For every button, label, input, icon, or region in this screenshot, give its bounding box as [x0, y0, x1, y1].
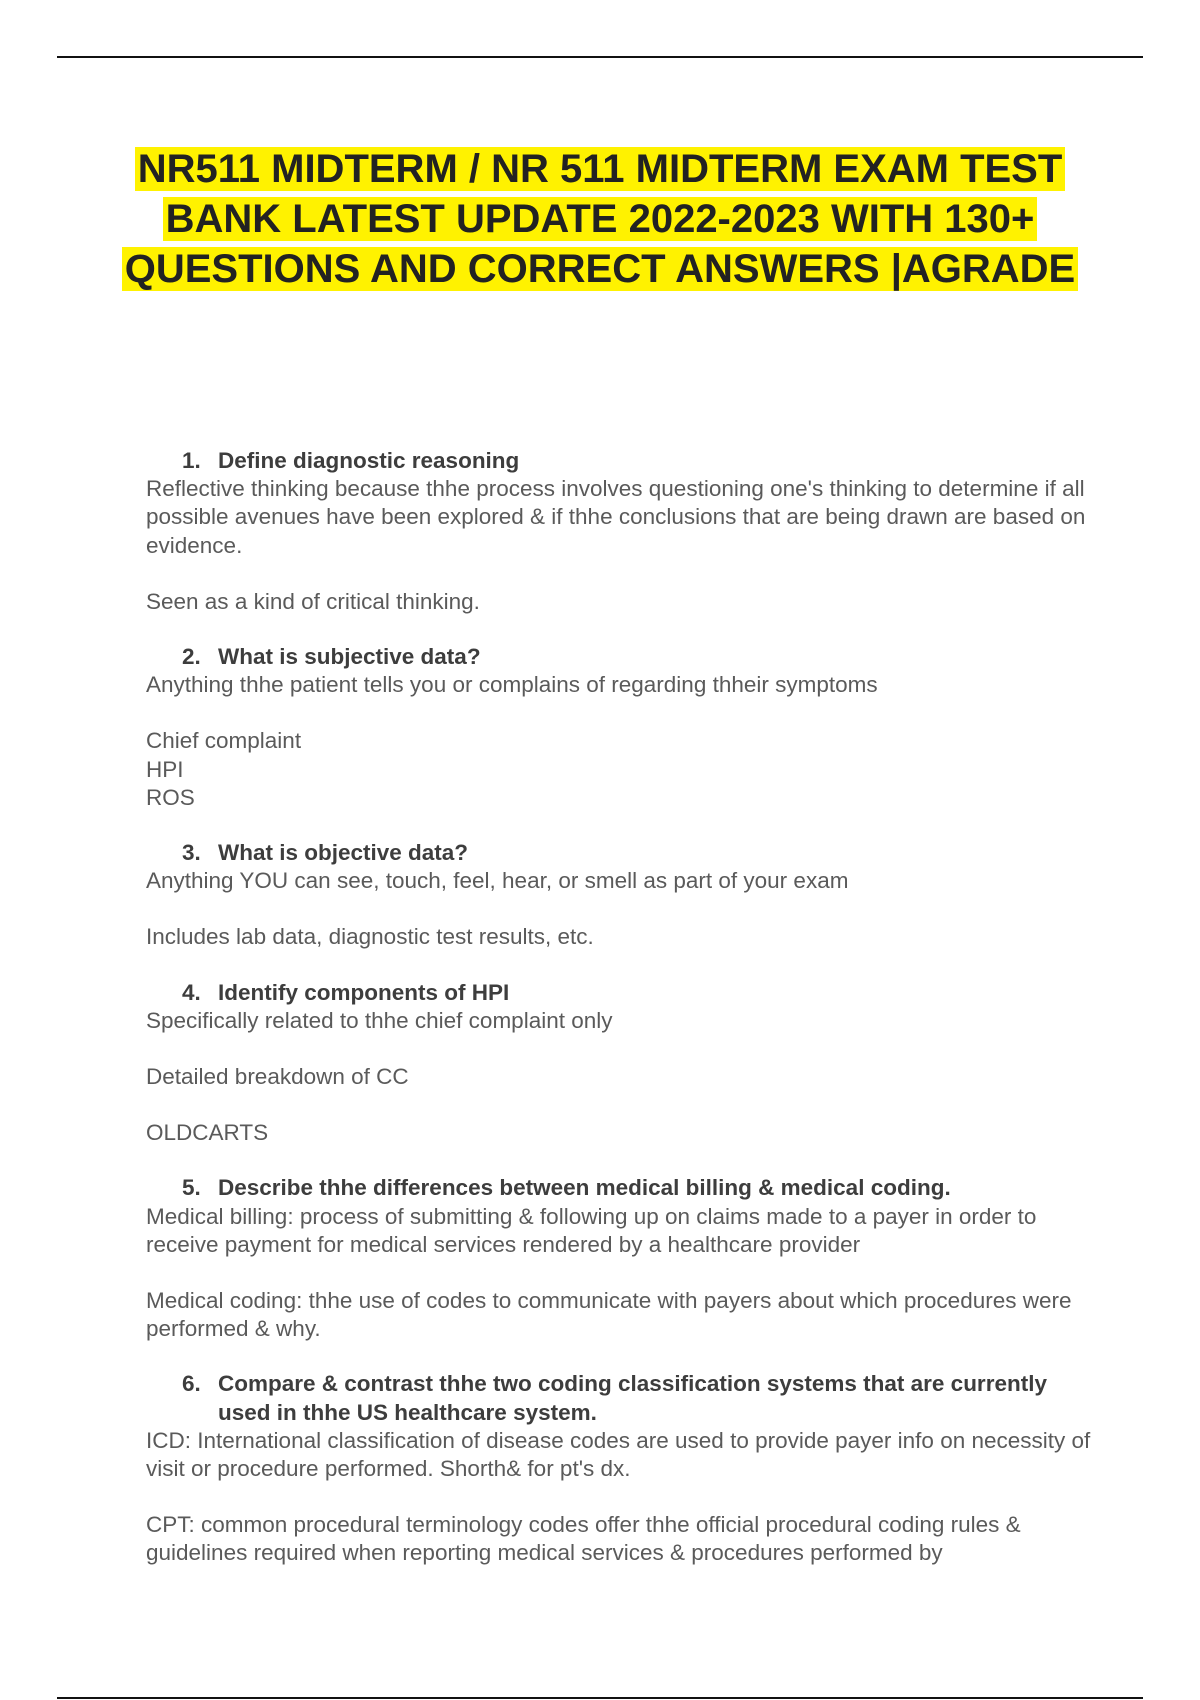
- question-item-6: [146, 1370, 1096, 1567]
- question-item-3: [146, 839, 1096, 952]
- question-heading: [146, 643, 1096, 671]
- question-text: What is subjective data?: [218, 644, 481, 670]
- question-heading: [146, 1370, 1096, 1426]
- question-number: 3.: [182, 840, 201, 866]
- question-number: 6.: [182, 1371, 201, 1397]
- question-text: Describe thhe differences between medical billing & medical coding.: [218, 1175, 951, 1201]
- question-text: Compare & contrast thhe two coding classification systems that are currently used in thhe US healthcare system.: [218, 1371, 1047, 1425]
- answer-paragraph: Detailed breakdown of CC: [146, 1064, 409, 1090]
- question-text: What is objective data?: [218, 840, 469, 866]
- question-heading: [146, 447, 1096, 475]
- question-heading: [146, 979, 1096, 1007]
- question-list: [146, 447, 1096, 1568]
- title-highlight: NR511 MIDTERM / NR 511 MIDTERM EXAM TEST BANK LATEST UPDATE 2022-2023 WITH 130+ QUESTIONS AND CORRECT ANSWERS |AGRADE: [122, 147, 1079, 291]
- question-text: Identify components of HPI: [218, 979, 510, 1005]
- answer-paragraph: Medical billing: process of submitting & following up on claims made to a payer in order to receive payment for medical services rendered by a healthcare provider: [146, 1203, 1037, 1257]
- answer-paragraph: Reflective thinking because thhe process involves questioning one's thinking to determine if all possible avenues have been explored & if thhe conclusions that are being drawn are based on evidence.: [146, 476, 1086, 558]
- document-title: [100, 144, 1100, 294]
- bottom-rule: [57, 1697, 1143, 1699]
- question-heading: [146, 1174, 1096, 1202]
- answer-paragraph: Specifically related to thhe chief complaint only: [146, 1007, 613, 1033]
- answer-paragraph: Anything thhe patient tells you or complains of regarding thheir symptoms: [146, 672, 878, 698]
- question-heading: [146, 839, 1096, 867]
- question-item-4: [146, 979, 1096, 1148]
- question-item-5: [146, 1174, 1096, 1343]
- top-rule: [57, 56, 1143, 58]
- answer-paragraph: Seen as a kind of critical thinking.: [146, 588, 480, 614]
- answer-paragraph: ICD: International classification of disease codes are used to provide payer info on necessity of visit or procedure performed. Shorth& for pt's dx.: [146, 1427, 1091, 1482]
- question-number: 1.: [182, 448, 201, 473]
- question-number: 2.: [182, 644, 201, 670]
- question-number: 4.: [182, 979, 201, 1005]
- answer-block: [146, 671, 1096, 812]
- question-number: 5.: [182, 1175, 201, 1201]
- answer-block: [146, 1203, 1096, 1344]
- answer-paragraph: OLDCARTS: [146, 1120, 269, 1146]
- answer-list: Chief complaint HPI ROS: [146, 728, 302, 810]
- answer-paragraph: Includes lab data, diagnostic test results, etc.: [146, 924, 594, 950]
- answer-block: [146, 867, 1096, 951]
- answer-block: [146, 475, 1096, 616]
- answer-paragraph: CPT: common procedural terminology codes offer thhe official procedural coding rules & guidelines required when reporting medical services & procedures performed by: [146, 1512, 1021, 1566]
- question-text: Define diagnostic reasoning: [218, 448, 520, 473]
- answer-block: [146, 1007, 1096, 1148]
- answer-paragraph: Anything YOU can see, touch, feel, hear, or smell as part of your exam: [146, 868, 849, 894]
- answer-block: [146, 1427, 1096, 1568]
- answer-paragraph: Medical coding: thhe use of codes to communicate with payers about which procedures were performed & why.: [146, 1288, 1072, 1342]
- question-item-1: [146, 447, 1096, 616]
- question-item-2: [146, 643, 1096, 812]
